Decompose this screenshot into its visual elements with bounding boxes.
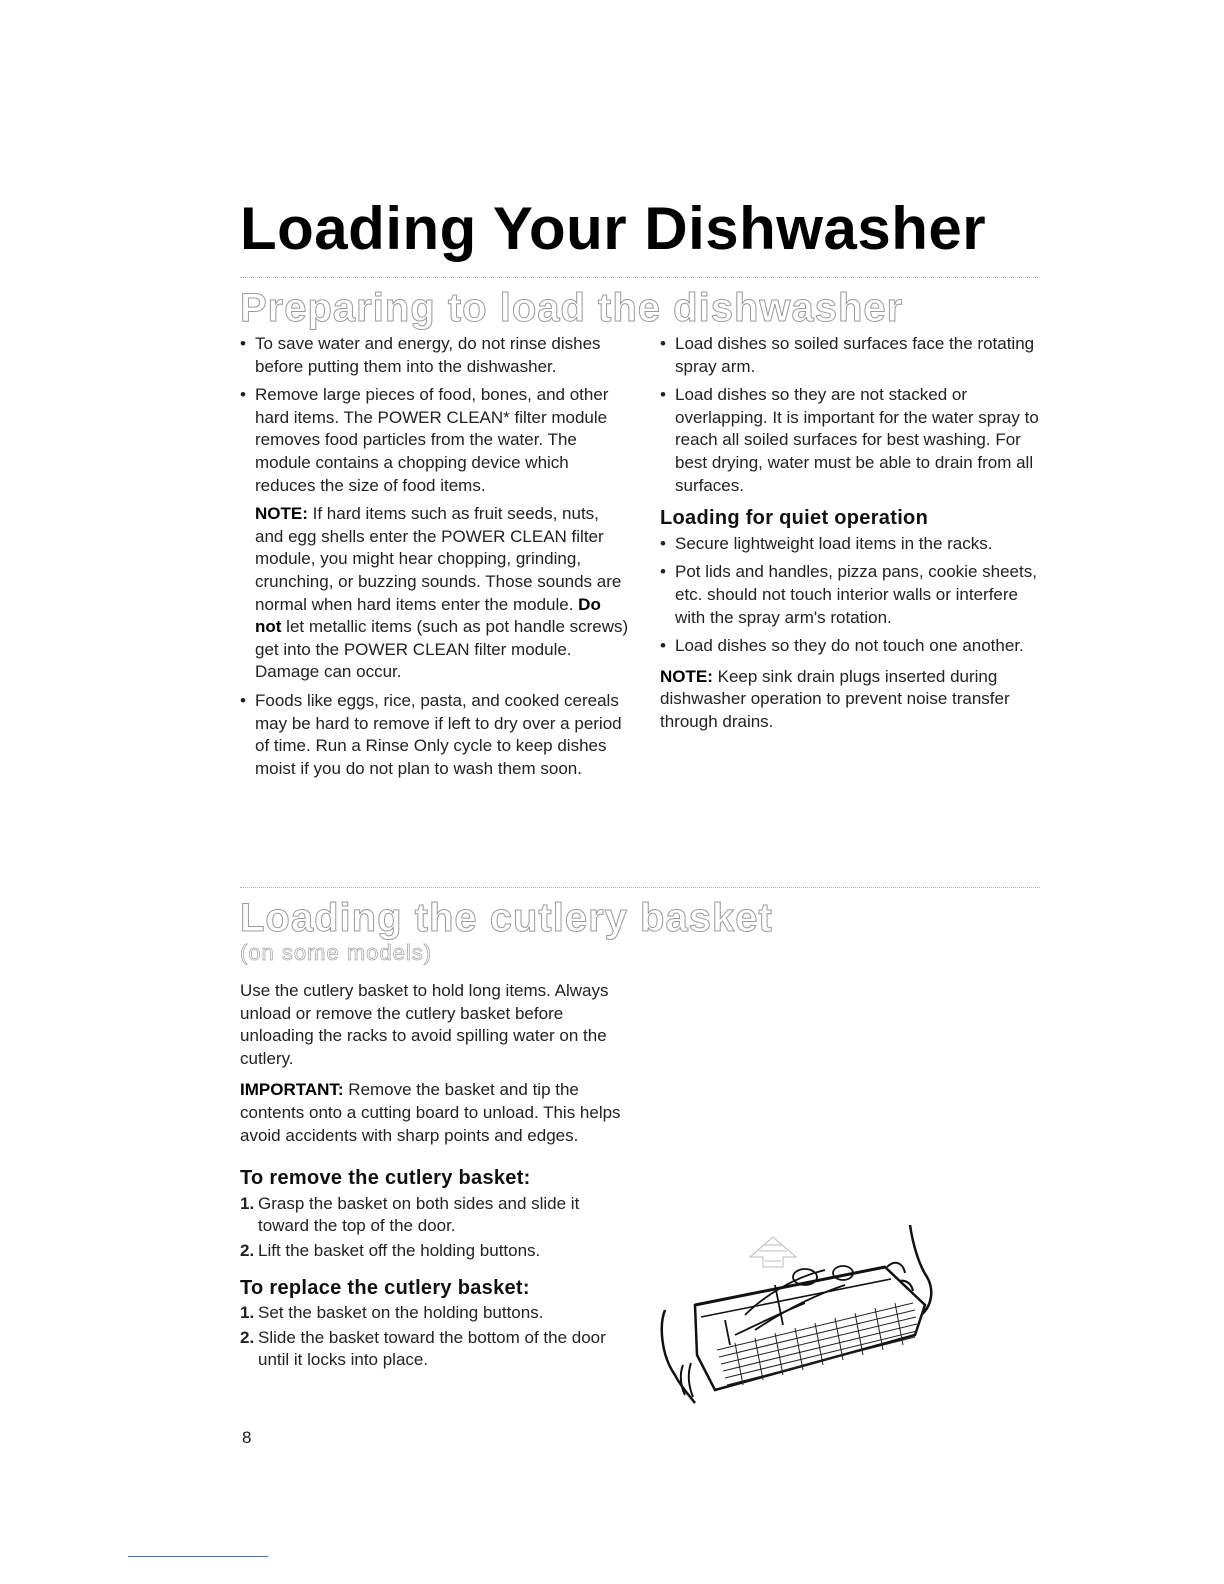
section-subheading-cutlery: (on some models) xyxy=(240,940,433,965)
list-item: • Remove large pieces of food, bones, and other hard items. The POWER CLEAN* filter module removes food particles from the water. The module contains a chopping device which reduces the size of food items. xyxy=(240,384,630,497)
list-item: • Pot lids and handles, pizza pans, cookie sheets, etc. should not touch interior walls or interfere with the spray arm's rotation. xyxy=(660,561,1045,629)
note-text-end: let metallic items (such as pot handle screws) get into the POWER CLEAN filter module. Damage can occur. xyxy=(255,617,629,682)
list-item xyxy=(240,1193,635,1238)
step-text: Set the basket on the holding buttons. xyxy=(258,1303,544,1323)
quiet-note-paragraph xyxy=(660,666,1045,734)
cutlery-intro: Use the cutlery basket to hold long items. Always unload or remove the cutlery basket before unloading the racks to avoid spilling water on the cutlery. xyxy=(240,981,609,1068)
quiet-operation-heading: Loading for quiet operation xyxy=(660,507,929,530)
list-item xyxy=(240,1302,635,1325)
replace-heading: To replace the cutlery basket: xyxy=(240,1276,530,1299)
note-label: NOTE: xyxy=(255,504,308,524)
preparing-left-column xyxy=(240,333,630,786)
preparing-right-column xyxy=(660,333,1045,743)
list-item: • Load dishes so soiled surfaces face the rotating spray arm. xyxy=(660,333,1045,378)
list-item: • Load dishes so they are not stacked or overlapping. It is important for the water spray to reach all soiled surfaces for best washing. For best drying, water must be able to drain from all surfaces. xyxy=(660,384,1045,497)
step-text: Slide the basket toward the bottom of the door until it locks into place. xyxy=(258,1327,606,1370)
step-number: 2. xyxy=(240,1327,255,1347)
section-heading-cutlery: Loading the cutlery basket xyxy=(240,896,773,940)
important-label: IMPORTANT: xyxy=(240,1080,344,1100)
step-number: 1. xyxy=(240,1303,255,1323)
step-number: 1. xyxy=(240,1193,255,1213)
important-paragraph xyxy=(240,1079,635,1147)
page-number: 8 xyxy=(242,1428,252,1447)
section-divider xyxy=(240,887,1040,888)
note-paragraph xyxy=(240,503,630,684)
list-item: • To save water and energy, do not rinse dishes before putting them into the dishwasher. xyxy=(240,333,630,378)
page-title: Loading Your Dishwasher xyxy=(240,195,987,262)
cutlery-column xyxy=(240,980,635,1386)
footer-line xyxy=(128,1556,268,1557)
note-bold: Do not xyxy=(255,594,601,637)
list-item: • Foods like eggs, rice, pasta, and cooked cereals may be hard to remove if left to dry over a period of time. Run a Rinse Only cycle to keep dishes moist if you do not plan to wash them soon. xyxy=(240,690,630,780)
quiet-note-text: Keep sink drain plugs inserted during dishwasher operation to prevent noise transfer through drains. xyxy=(660,666,1010,731)
step-text: Lift the basket off the holding buttons. xyxy=(258,1240,541,1260)
list-item xyxy=(240,1327,635,1372)
step-text: Grasp the basket on both sides and slide it toward the top of the door. xyxy=(258,1193,580,1236)
note-text: If hard items such as fruit seeds, nuts, and egg shells enter the POWER CLEAN filter module, you might hear chopping, grinding, crunching, or buzzing sounds. Those sounds are normal when hard items enter the module. xyxy=(255,504,622,614)
list-item: • Secure lightweight load items in the racks. xyxy=(660,533,1045,556)
step-number: 2. xyxy=(240,1240,255,1260)
remove-heading: To remove the cutlery basket: xyxy=(240,1167,531,1190)
section-heading-preparing: Preparing to load the dishwasher xyxy=(240,286,904,330)
important-text: Remove the basket and tip the contents onto a cutting board to unload. This helps avoid accidents with sharp points and edges. xyxy=(240,1080,621,1145)
quiet-note-label: NOTE: xyxy=(660,666,713,686)
list-item xyxy=(240,1240,635,1263)
cutlery-basket-illustration-icon xyxy=(655,1215,955,1410)
section-divider xyxy=(240,277,1040,278)
list-item: • Load dishes so they do not touch one another. xyxy=(660,635,1045,658)
